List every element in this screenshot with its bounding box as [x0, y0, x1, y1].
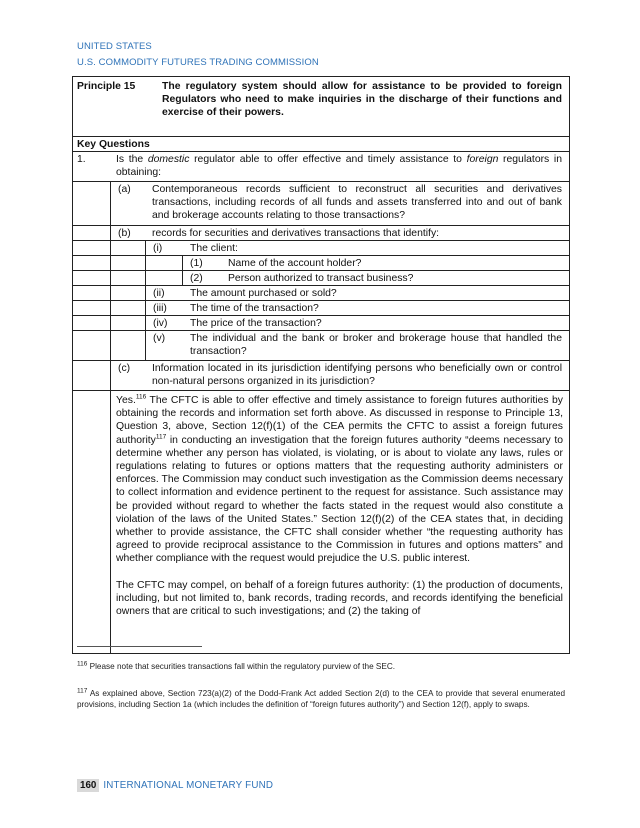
question-1-text: Is the domestic regulator able to offer effective and timely assistance to foreign regulators in obtaining: — [116, 154, 562, 179]
answer-body — [116, 394, 563, 631]
question-1b-iii-row — [73, 300, 569, 315]
footnote-ref-117[interactable]: 117 — [155, 433, 167, 441]
question-1c-row — [73, 360, 569, 390]
question-1b-iv-number: (iv) — [153, 318, 168, 329]
principle-text: The regulatory system should allow for assistance to be provided to foreign Regulators who need to make inquiries in the discharge of their functions and exercise of their powers. — [162, 81, 562, 119]
question-1b-i-text: The client: — [190, 243, 238, 254]
question-1-row — [73, 151, 569, 181]
running-header-country: UNITED STATES — [77, 41, 152, 52]
question-1-number: 1. — [77, 154, 86, 165]
footer-org: INTERNATIONAL MONETARY FUND — [103, 780, 274, 791]
question-1b-ii-text: The amount purchased or sold? — [190, 288, 337, 299]
footnote-ref-116[interactable]: 116 — [135, 393, 147, 401]
footnote-117: $^{117}$ As explained above, Section 723(a)(2) of the Dodd-Frank Act added Section 2(d) to the CEA to provide that several enumerated provisions, including Section 1a (which includes the definition of “foreign futures authority”) and Section 12(f), apply to swaps. — [77, 687, 565, 709]
principle-label: Principle 15 — [77, 81, 136, 92]
question-1b-iv-text: The price of the transaction? — [190, 318, 322, 329]
question-1b-ii-number: (ii) — [153, 288, 165, 299]
question-1b-i-1-number: (1) — [190, 258, 203, 269]
question-1b-i-row — [73, 240, 569, 255]
question-1b-row — [73, 225, 569, 240]
question-1b-iii-text: The time of the transaction? — [190, 303, 319, 314]
page-footer — [77, 779, 273, 792]
question-1b-i-2-number: (2) — [190, 273, 203, 284]
question-1b-iv-row — [73, 315, 569, 330]
footnote-116: $^{116}$ Please note that securities transactions fall within the regulatory purview of the SEC. — [77, 660, 396, 671]
key-questions-label: Key Questions — [77, 139, 150, 150]
footnote-separator — [77, 646, 202, 647]
question-1b-i-2-text: Person authorized to transact business? — [228, 273, 414, 284]
key-questions-row — [73, 136, 569, 151]
question-1c-number: (c) — [118, 363, 131, 374]
page-number: 160 — [77, 779, 99, 792]
principle-table — [72, 76, 570, 654]
answer-paragraph-1: Yes.$^{116}$ The CFTC is able to offer effective and timely assistance to foreign futures authorities by obtaining the records and information set forth above. As discussed in response to Principle 13, Question 3, above, Section 12(f)(1) of the CEA permits the CFTC to assist a foreign futures authority$^{117}$ in conducting an investigation that the foreign futures authority “deems necessary to determine whether any person has violated, is violating, or is about to violate any laws, rules or regulations relating to futures or options matters that the requesting authority administers or enforces. The Commission may conduct such investigation as the Commission deems necessary to collect information and evidence pertinent to the request for assistance. Such assistance may be provided without regard to whether the facts stated in the request would also constitute a violation of the laws of the United States.” Section 12(f)(2) of the CEA states that, in deciding whether to provide assistance, the CFTC shall consider whether “the requesting authority has agreed to provide reciprocal assistance to the Commission in futures and options matters” and whether compliance with the request would prejudice the U.S. public interest. — [116, 393, 563, 565]
question-1b-number: (b) — [118, 228, 131, 239]
question-1b-v-number: (v) — [153, 333, 166, 344]
question-1b-i-1-text: Name of the account holder? — [228, 258, 362, 269]
question-1b-iii-number: (iii) — [153, 303, 167, 314]
question-1b-v-text: The individual and the bank or broker and brokerage house that handled the transaction? — [190, 333, 562, 358]
question-1a-text: Contemporaneous records sufficient to reconstruct all securities and derivatives transactions, including records of all funds and assets transferred into and out of bank and brokerage accounts relating to those transactions? — [152, 184, 562, 222]
answer-row — [73, 390, 569, 653]
question-1c-text: Information located in its jurisdiction identifying persons who beneficially own or control non-natural persons organized in its jurisdiction? — [152, 363, 562, 388]
principle-row — [73, 77, 569, 136]
question-1b-v-row — [73, 330, 569, 360]
question-1b-ii-row — [73, 285, 569, 300]
question-1b-i-number: (i) — [153, 243, 163, 254]
question-1a-row — [73, 181, 569, 225]
question-1b-i-2-row — [73, 270, 569, 285]
question-1b-i-1-row — [73, 255, 569, 270]
question-1a-number: (a) — [118, 184, 131, 195]
running-header-agency: U.S. COMMODITY FUTURES TRADING COMMISSION — [77, 57, 319, 68]
answer-paragraph-2: The CFTC may compel, on behalf of a foreign futures authority: (1) the production of documents, including, but not limited to, bank records, trading records, and records identifying the beneficial owners that are critical to such investigations; and (2) the taking of — [116, 579, 563, 618]
question-1b-text: records for securities and derivatives transactions that identify: — [152, 228, 440, 239]
